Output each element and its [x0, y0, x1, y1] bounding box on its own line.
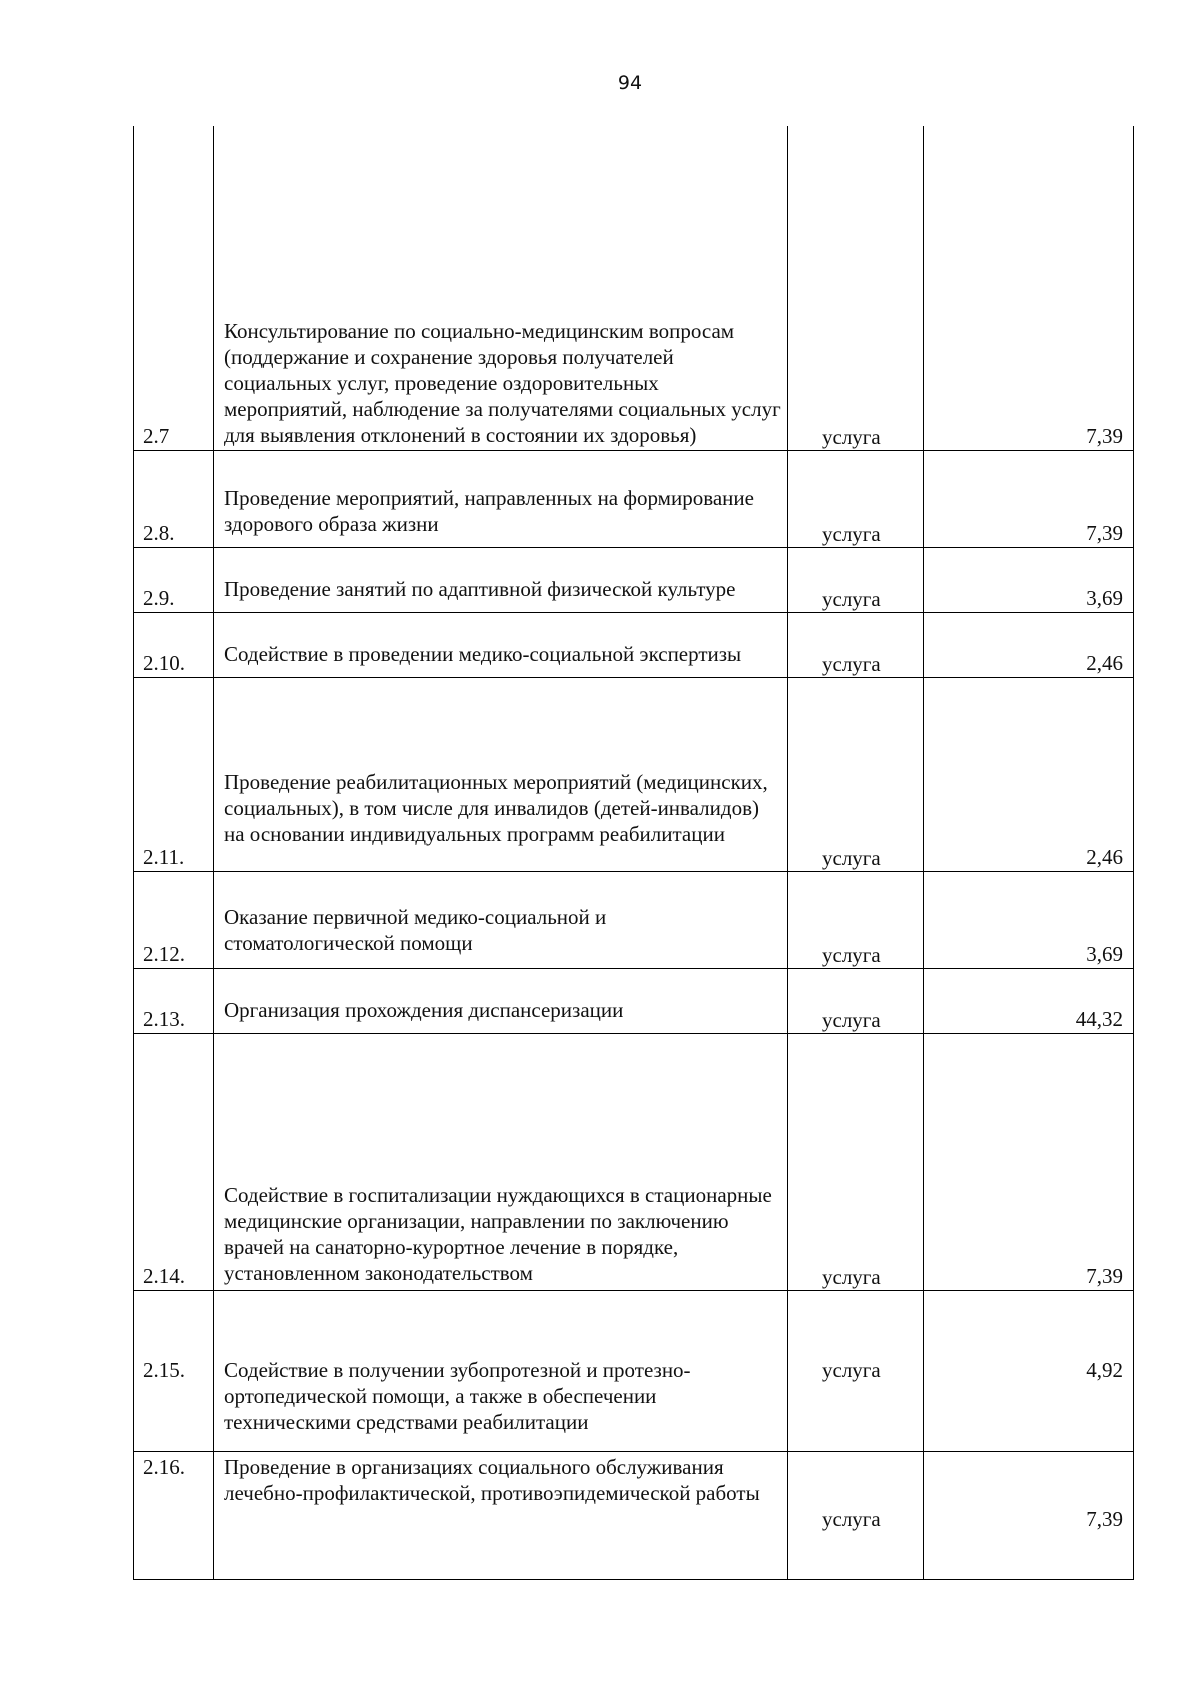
value-cell: 7,39 [924, 1451, 1134, 1579]
service-name: Содействие в госпитализации нуждающихся в стационарные медицинские организации, направлении по заключению врачей на санаторно-курортное лечение в порядке, установленном законодательством [214, 1033, 788, 1290]
services-table [133, 126, 1134, 1580]
unit-cell: услуга [788, 1451, 924, 1579]
unit-cell: услуга [788, 547, 924, 612]
service-name: Оказание первичной медико-социальной и стоматологической помощи [214, 871, 788, 968]
table-row [134, 547, 1134, 612]
service-name: Проведение мероприятий, направленных на формирование здорового образа жизни [214, 450, 788, 547]
row-number: 2.8. [134, 450, 214, 547]
table-row [134, 1290, 1134, 1451]
table-row [134, 1451, 1134, 1579]
service-name: Содействие в проведении медико-социальной экспертизы [214, 612, 788, 677]
unit-cell: услуга [788, 677, 924, 871]
value-cell: 7,39 [924, 1033, 1134, 1290]
value-cell: 3,69 [924, 547, 1134, 612]
row-number: 2.14. [134, 1033, 214, 1290]
table-row [134, 677, 1134, 871]
page-number: 94 [617, 72, 643, 94]
row-number: 2.15. [134, 1290, 214, 1451]
value-cell: 2,46 [924, 677, 1134, 871]
unit-cell: услуга [788, 1290, 924, 1451]
table-row [134, 1033, 1134, 1290]
service-name: Проведение реабилитационных мероприятий (медицинских, социальных), в том числе для инвалидов (детей-инвалидов) на основании индивидуальных программ реабилитации [214, 677, 788, 871]
table-row [134, 126, 1134, 450]
value-cell: 2,46 [924, 612, 1134, 677]
table-row [134, 450, 1134, 547]
table-row [134, 871, 1134, 968]
service-name: Проведение в организациях социального обслуживания лечебно-профилактической, противоэпидемической работы [214, 1451, 788, 1579]
unit-cell: услуга [788, 612, 924, 677]
row-number: 2.11. [134, 677, 214, 871]
table-row [134, 968, 1134, 1033]
service-name: Консультирование по социально-медицинским вопросам (поддержание и сохранение здоровья получателей социальных услуг, проведение оздоровительных мероприятий, наблюдение за получателями социальных услуг для выявления отклонений в состоянии их здоровья) [214, 126, 788, 450]
unit-cell: услуга [788, 871, 924, 968]
value-cell: 7,39 [924, 450, 1134, 547]
value-cell: 4,92 [924, 1290, 1134, 1451]
unit-cell: услуга [788, 1033, 924, 1290]
row-number: 2.9. [134, 547, 214, 612]
value-cell: 44,32 [924, 968, 1134, 1033]
row-number: 2.13. [134, 968, 214, 1033]
unit-cell: услуга [788, 968, 924, 1033]
service-name: Проведение занятий по адаптивной физической культуре [214, 547, 788, 612]
unit-cell: услуга [788, 126, 924, 450]
unit-cell: услуга [788, 450, 924, 547]
row-number: 2.12. [134, 871, 214, 968]
row-number: 2.10. [134, 612, 214, 677]
row-number: 2.16. [134, 1451, 214, 1579]
value-cell: 3,69 [924, 871, 1134, 968]
service-name: Содействие в получении зубопротезной и протезно-ортопедической помощи, а также в обеспечении техническими средствами реабилитации [214, 1290, 788, 1451]
value-cell: 7,39 [924, 126, 1134, 450]
row-number: 2.7 [134, 126, 214, 450]
table-row [134, 612, 1134, 677]
service-name: Организация прохождения диспансеризации [214, 968, 788, 1033]
